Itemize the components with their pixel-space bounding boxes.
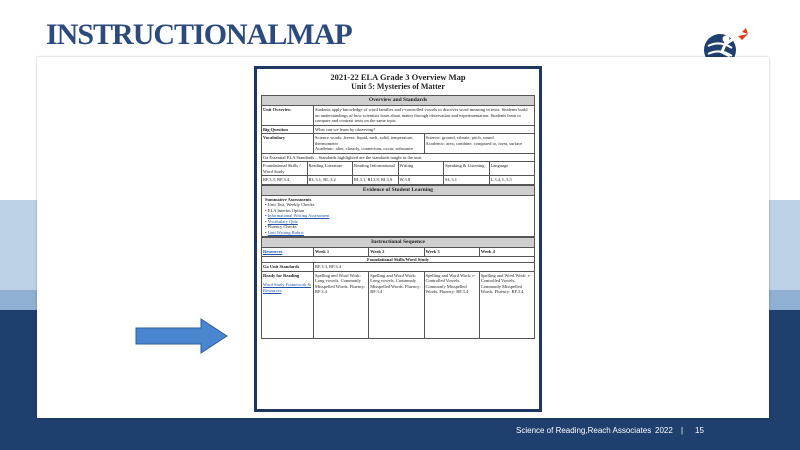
std-value: RL.3.1, RL.3.2 [308,176,354,184]
vocab-col-1 [314,134,425,153]
overview-section-header: Overview and Standards [261,95,535,106]
footer-separator: | [681,426,684,435]
std-header: Reading Informational [353,162,399,175]
weeks-row [261,248,535,257]
std-header: Foundational Skills / Word Study [262,162,308,175]
summative-assessments-block [261,196,535,238]
ga-standards-text: Ga Essential ELA Standards – Standards highlighted are the standards taught in the unit. [263,154,423,160]
right-arrow-icon [135,318,229,359]
summative-item: • Unit Test, Weekly Checks [265,202,315,207]
std-header: Writing [399,162,445,175]
week-cell: Spelling and Word Work: Long vowels. Commonly Misspelled Words. Fluency: RF.3.4 [369,272,424,338]
std-value: W.3.8 [399,176,445,184]
unit-overview-text: Students apply knowledge of word families and r-controlled vowels to discover word meaning in texts. Students build on understandings of how scientists learn about matter through observation and experimentation. Students learn to compare and contrast texts on the same topic. [315,107,528,123]
big-question-text: What can we learn by observing? [315,126,376,132]
std-value: L.3.4, L.3.5 [490,177,512,182]
big-question-label: Big Question [262,126,314,134]
summative-item: • Fluency Checks [265,224,297,229]
content-vocab-1: Science words: freeze, liquid, melt, solid, temperature, thermometer [315,135,414,146]
summative-item-link[interactable]: • Vocabulary Quiz [265,218,298,224]
unit-overview-label: Unit Overview [262,106,314,125]
ready-for-reading-cell [262,272,314,338]
std-header: Speaking & Listening [444,162,490,175]
summative-label: Summative Assessments [265,196,312,202]
academic-vocab-2: Academic: area, combine, compared to, form, surface [425,140,523,146]
std-value: SL.3.1 [444,176,490,184]
doc-title: 2021-22 ELA Grade 3 Overview Map [330,72,466,82]
std-header: Language [490,163,509,168]
unit-overview-row [261,106,535,126]
word-study-link[interactable]: Word Study Framework & Resources [263,282,312,293]
standards-values-row [261,176,535,185]
week-header: Week 2 [369,248,424,256]
content-vocab-2: Science: ground, vibrate, pitch, sound [425,135,494,140]
instructional-section-header: Instructional Sequence [261,237,535,248]
footer-year: 2022 [655,426,673,435]
vocab-col-2 [425,134,535,153]
footer-page-number: 15 [695,426,704,435]
overview-map-document [254,66,542,412]
week-cell: Spelling and Word Work: r-Controlled Vowels. Commonly Misspelled Words. Fluency: RF.3.4 [425,272,480,338]
ga-standards-row [261,154,535,163]
vocabulary-row [261,134,535,154]
standards-header-row [261,162,535,176]
resources-link[interactable]: Resources [262,248,314,256]
doc-subtitle: Unit 5: Mysteries of Matter [351,82,445,91]
summative-item: • ELA Interim Option [265,207,305,213]
week-cell: Spelling and Word Work: r-Controlled Vowels. Commonly Misspelled Words. Fluency: RF.3.4 [480,272,531,294]
slide-title: INSTRUCTIONALMAP [46,18,352,51]
ga-unit-label: Ga Unit Standards [262,263,314,271]
std-value: RF.3.3, RF.3.4 [262,176,308,184]
vocabulary-label: Vocabulary [262,134,314,153]
evidence-section-header: Evidence of Student Learning [261,185,535,196]
std-value: RI.3.1, RI.3.8, RI.3.9 [353,176,399,184]
week-cell: Spelling and Word Work: Long vowels. Commonly Misspelled Words. Fluency: RF.3.4 [314,272,369,338]
ga-unit-standards-row [261,263,535,272]
week-header: Week 1 [314,248,369,256]
ga-unit-value: RF.3.3, RF.3.4 [315,264,342,269]
week-header: Week 3 [425,248,480,256]
big-question-row [261,126,535,135]
foundational-header: Foundational Skills/Word Study [261,257,535,264]
summative-item-link[interactable]: • Informational Writing Assessment [265,213,330,218]
ready-label: Ready for Reading [263,272,300,278]
footer-org: Science of Reading,Reach Associates [516,426,652,435]
week-header: Week 4 [480,249,495,254]
std-header: Reading Literature [308,162,354,175]
ready-for-reading-row [261,272,535,339]
academic-vocab-1: Academic: alter, classify, connection, occur, substance [315,146,413,151]
summative-item-link[interactable]: • Unit Writing Rubric [265,229,304,235]
